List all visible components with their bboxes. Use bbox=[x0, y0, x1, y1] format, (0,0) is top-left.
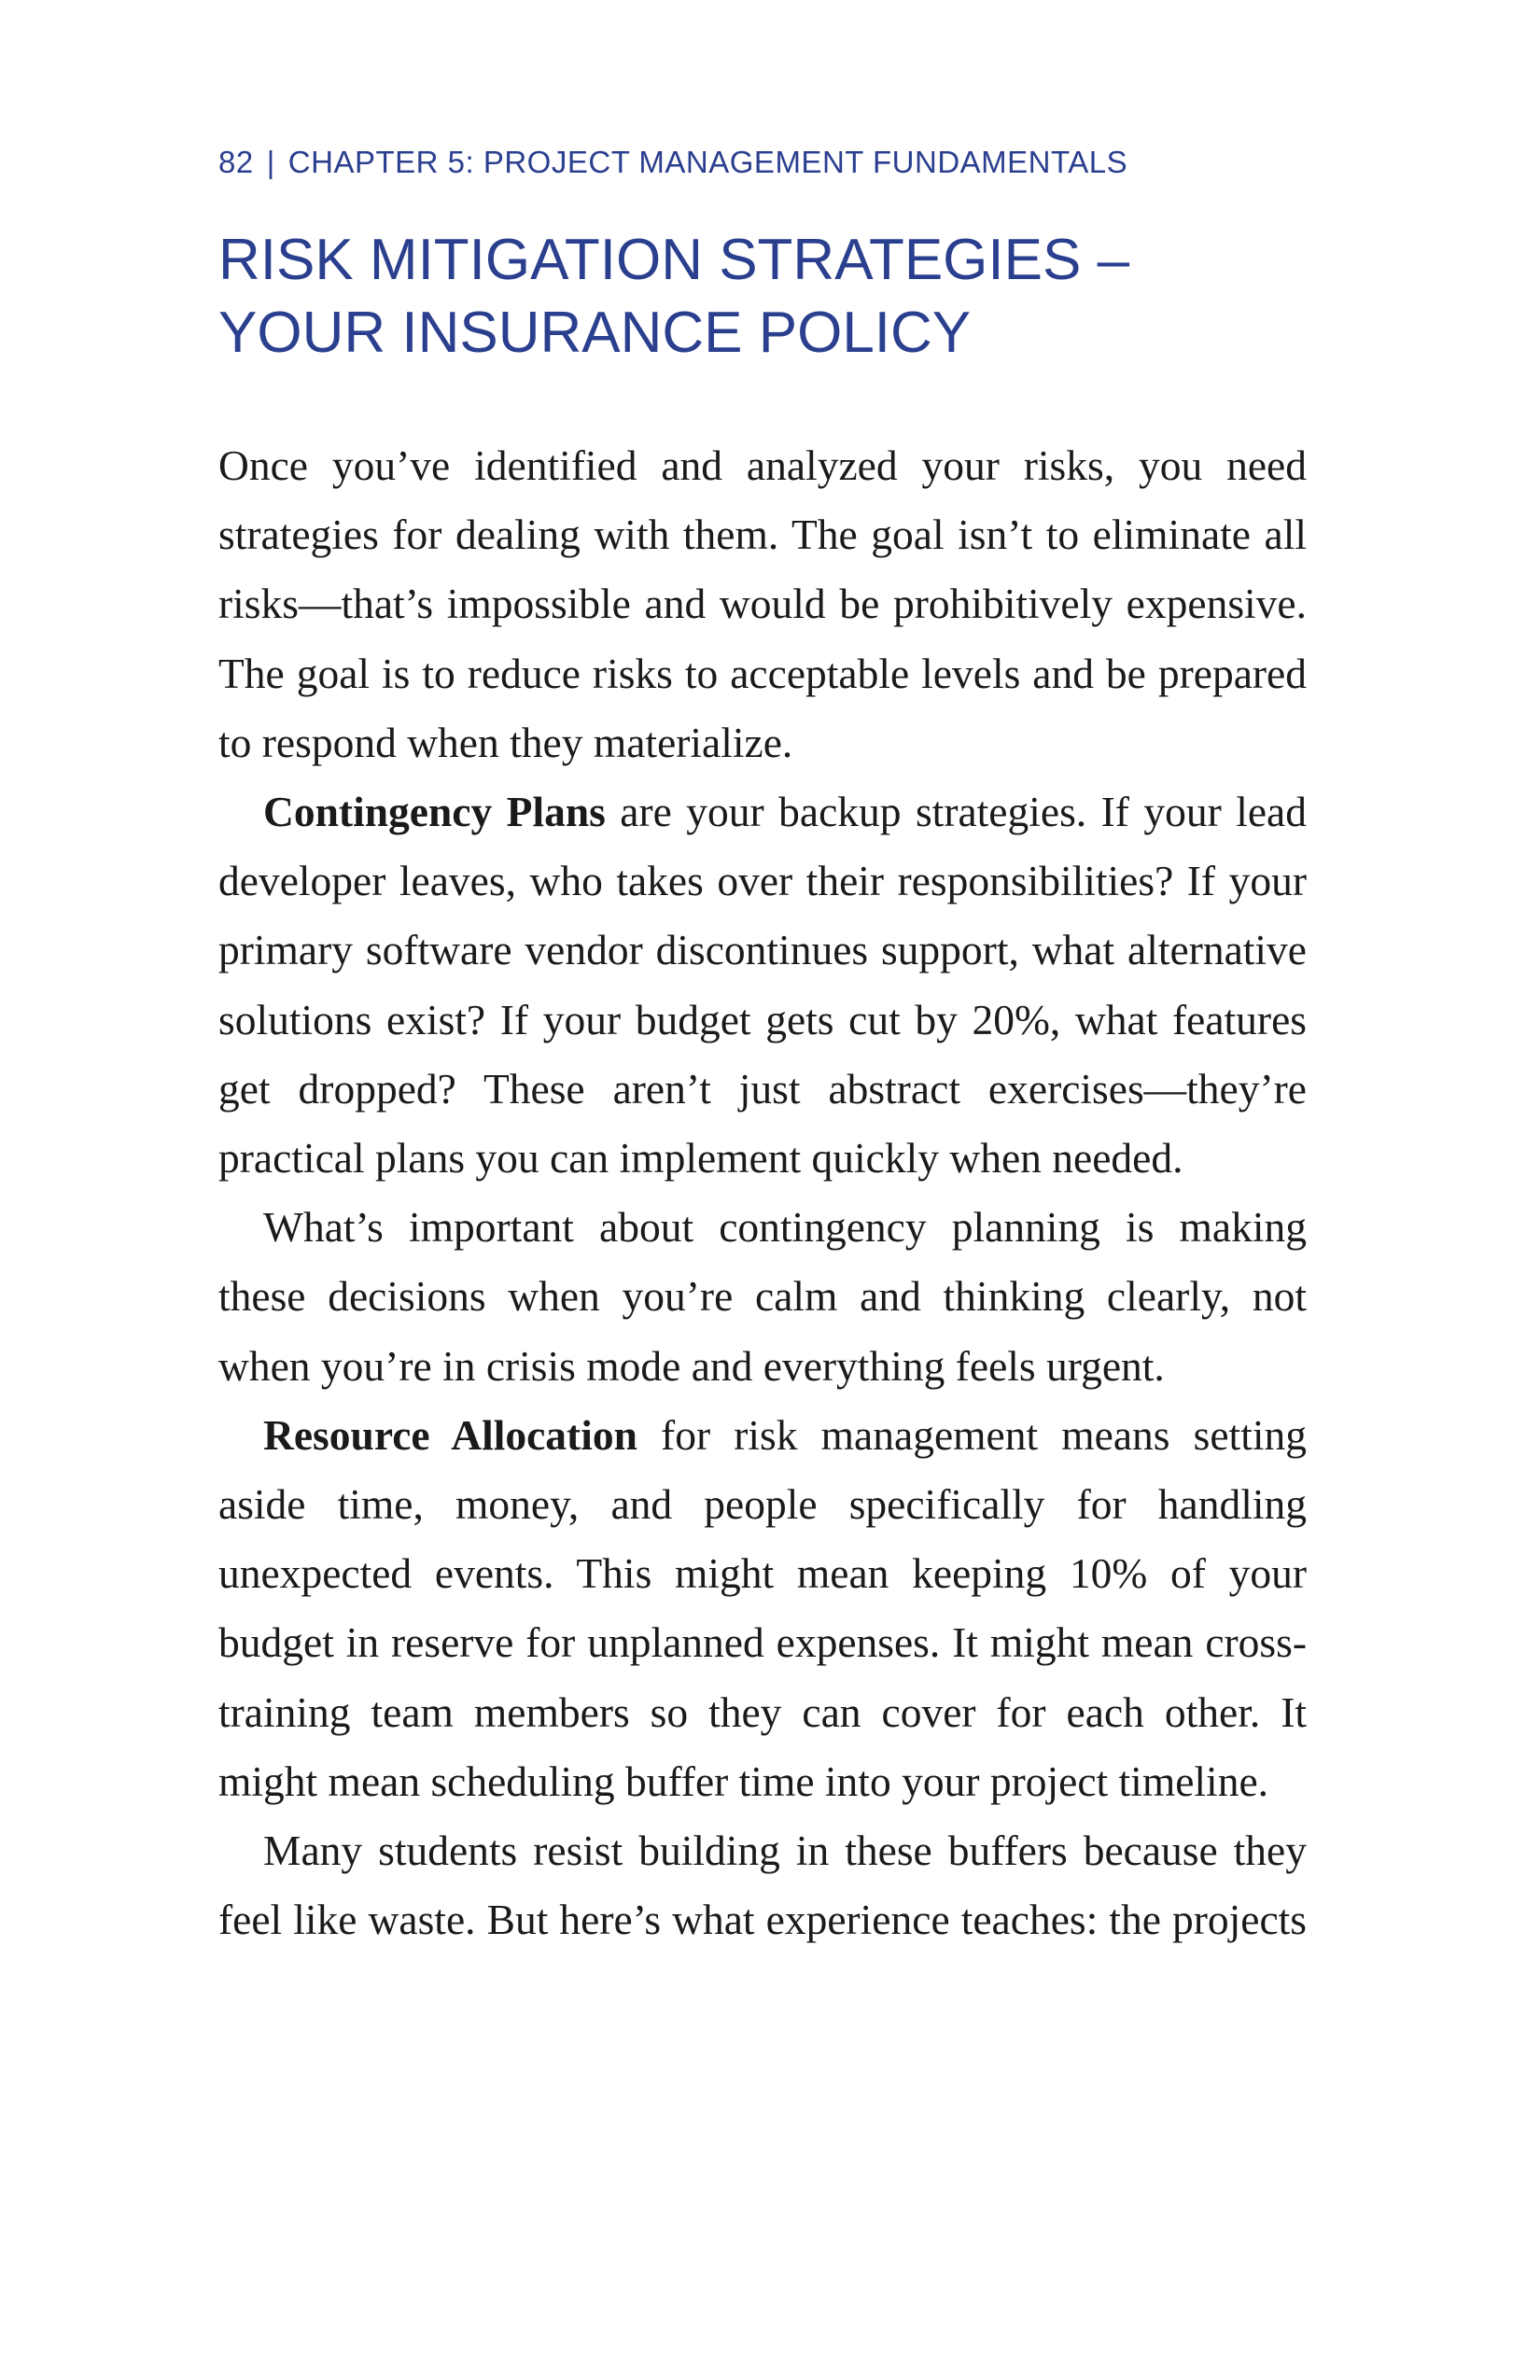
paragraph-resource-allocation bbox=[218, 1401, 1307, 1816]
paragraph-contingency-plans-text: are your backup strategies. If your lead developer leaves, who takes over their responsibilities? If your primary software vendor discontinues support, what alternative solutions exist? If your budget gets cut by 20%, what features get dropped? These aren’t just abstract exercises—they’re practical plans you can implement quickly when needed. bbox=[218, 788, 1307, 1183]
running-header bbox=[218, 144, 1320, 181]
term-contingency-plans: Contingency Plans bbox=[263, 788, 606, 836]
paragraph-contingency-importance: What’s important about contingency planning is making these decisions when you’re calm and thinking clearly, not when you’re in crisis mode and everything feels urgent. bbox=[218, 1203, 1307, 1390]
paragraph-buffers: Many students resist building in these buffers because they feel like waste. But here’s what experience teaches: the projects bbox=[218, 1827, 1307, 1944]
paragraph-intro: Once you’ve identified and analyzed your risks, you need strategies for dealing with them. The goal isn’t to eliminate all risks—that’s impossible and would be prohibitively expensive. The goal is to reduce risks to acceptable levels and be prepared to respond when they materialize. bbox=[218, 441, 1307, 766]
header-separator: | bbox=[266, 145, 275, 179]
term-resource-allocation: Resource Allocation bbox=[263, 1410, 637, 1459]
chapter-title-header: CHAPTER 5: PROJECT MANAGEMENT FUNDAMENTALS bbox=[287, 145, 1128, 179]
page-number: 82 bbox=[218, 145, 254, 179]
paragraph-resource-allocation-text: for risk management means setting aside time, money, and people specifically for handling unexpected events. This might mean keeping 10% of your budget in reserve for unplanned expenses. It might mean cross-training team members so they can cover for each other. It might mean scheduling buffer time into your project timeline. bbox=[218, 1410, 1307, 1805]
section-title-line-1: RISK MITIGATION STRATEGIES – bbox=[218, 228, 1130, 292]
section-title-line-2: YOUR INSURANCE POLICY bbox=[218, 301, 972, 365]
body-text bbox=[218, 431, 1307, 1954]
section-title bbox=[218, 224, 1320, 370]
paragraph-contingency-plans bbox=[218, 777, 1307, 1193]
